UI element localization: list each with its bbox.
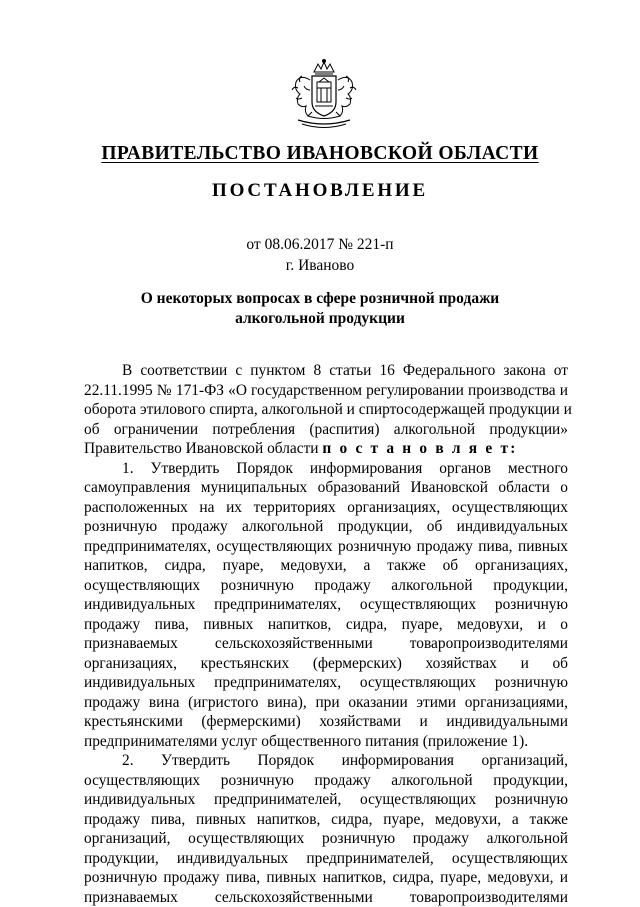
body-line: продажу пива, пивных напитков, сидра, пуаре, медовухи, и о <box>84 615 568 635</box>
document-city: г. Иваново <box>0 257 640 275</box>
body-line: осуществляющих розничную продажу алкогольной продукции, <box>84 771 568 791</box>
subject-line-2: алкогольной продукции <box>0 310 640 328</box>
body-line: Правительство Ивановской области <box>84 440 319 457</box>
body-line: продажу вина (игристого вина), при оказании этими организациями, <box>84 693 568 713</box>
body-line: признаваемых сельскохозяйственными товаропроизводителями <box>84 634 568 654</box>
document-type: ПОСТАНОВЛЕНИЕ <box>0 180 640 202</box>
body-line: продажу пива, пивных напитков, сидра, пуаре, медовухи, а также <box>84 810 568 830</box>
body-line: об ограничении потребления (распития) алкогольной продукции» <box>84 420 568 440</box>
body-line: оборота этилового спирта, алкогольной и спиртосодержащей продукции и <box>84 400 568 420</box>
body-line-decree <box>84 439 568 459</box>
coat-of-arms-icon <box>288 58 360 132</box>
body-line: признаваемых сельскохозяйственными товаропроизводителями <box>84 888 568 907</box>
body-line: 2. Утвердить Порядок информирования организаций, <box>84 751 568 771</box>
body-line: предпринимателями услуг общественного питания (приложение 1). <box>84 732 568 752</box>
decree-word: п о с т а н о в л я е т: <box>322 440 517 457</box>
body-line: расположенных на их территориях организациях, осуществляющих <box>84 498 568 518</box>
body-line: 1. Утвердить Порядок информирования органов местного <box>84 459 568 479</box>
body-line: организациях, крестьянских (фермерских) хозяйствах и об <box>84 654 568 674</box>
document-date-number: от 08.06.2017 № 221-п <box>0 236 640 254</box>
body-line: крестьянскими (фермерскими) хозяйствами и индивидуальными <box>84 712 568 732</box>
body-line: самоуправления муниципальных образований Ивановской области о <box>84 478 568 498</box>
document-body <box>84 361 568 907</box>
body-line: 22.11.1995 № 171-ФЗ «О государственном регулировании производства и <box>84 381 568 401</box>
government-title: ПРАВИТЕЛЬСТВО ИВАНОВСКОЙ ОБЛАСТИ <box>0 143 640 165</box>
body-line: индивидуальных предпринимателях, осуществляющих розничную <box>84 673 568 693</box>
subject-line-1: О некоторых вопросах в сфере розничной продажи <box>0 290 640 308</box>
body-line: индивидуальных предпринимателях, осуществляющих розничную <box>84 595 568 615</box>
body-line: осуществляющих розничную продажу алкогольной продукции, <box>84 576 568 596</box>
body-line: организаций, осуществляющих розничную продажу алкогольной <box>84 829 568 849</box>
body-line: индивидуальных предпринимателей, осуществляющих розничную <box>84 790 568 810</box>
body-line: розничную продажу алкогольной продукции, об индивидуальных <box>84 517 568 537</box>
body-line: розничную продажу пива, пивных напитков, сидра, пуаре, медовухи, и <box>84 868 568 888</box>
body-line: В соответствии с пунктом 8 статьи 16 Федерального закона от <box>84 361 568 381</box>
body-line: продукции, индивидуальных предпринимателей, осуществляющих <box>84 849 568 869</box>
body-line: предпринимателях, осуществляющих розничную продажу пива, пивных <box>84 537 568 557</box>
body-line: напитков, сидра, пуаре, медовухи, а также об организациях, <box>84 556 568 576</box>
